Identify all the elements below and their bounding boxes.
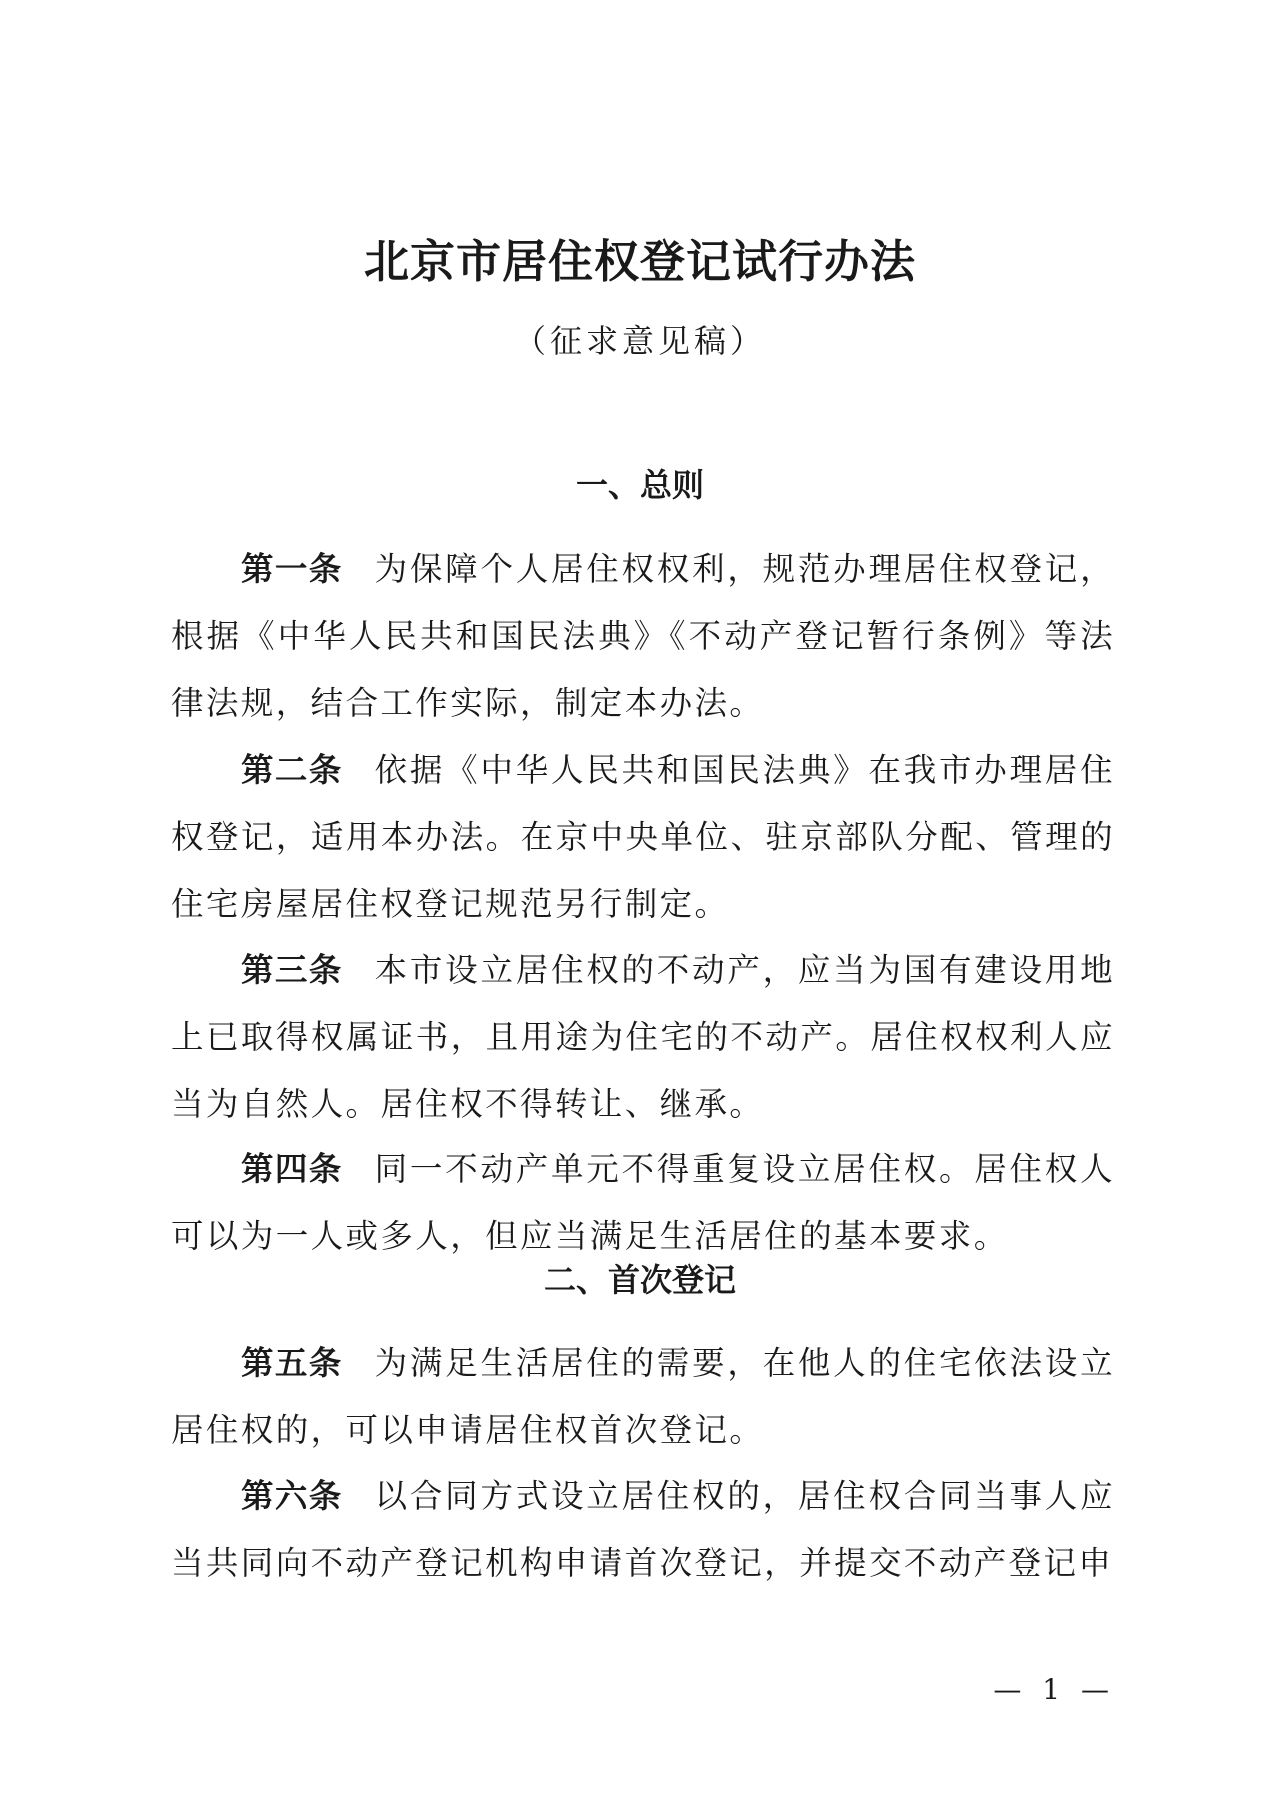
document-title: 北京市居住权登记试行办法 (363, 235, 916, 288)
article-label: 第六条 (241, 1477, 343, 1515)
article-1 (171, 536, 1115, 737)
section-heading-initial-registration: 二、首次登记 (543, 1261, 736, 1299)
article-5 (171, 1330, 1115, 1464)
document-subtitle: （征求意见稿） (513, 322, 766, 360)
article-text: 为满足生活居住的需要，在他人的住宅依法设立居住权的，可以申请居住权首次登记。 (171, 1344, 1115, 1449)
article-text: 以合同方式设立居住权的，居住权合同当事人应当共同向不动产登记机构申请首次登记，并提交不动产登记申 (171, 1477, 1115, 1582)
section-heading-general: 一、总则 (575, 466, 704, 504)
article-4 (171, 1136, 1115, 1270)
article-label: 第四条 (241, 1150, 343, 1188)
article-label: 第一条 (241, 550, 343, 588)
article-text: 本市设立居住权的不动产，应当为国有建设用地上已取得权属证书，且用途为住宅的不动产。居住权权利人应当为自然人。居住权不得转让、继承。 (171, 951, 1115, 1123)
article-3 (171, 937, 1115, 1138)
page-number: — 1 — (993, 1673, 1115, 1706)
article-text: 同一不动产单元不得重复设立居住权。居住权人可以为一人或多人，但应当满足生活居住的基本要求。 (171, 1150, 1115, 1255)
article-label: 第二条 (241, 751, 343, 789)
article-text: 依据《中华人民共和国民法典》在我市办理居住权登记，适用本办法。在京中央单位、驻京部队分配、管理的住宅房屋居住权登记规范另行制定。 (171, 751, 1115, 923)
article-text: 为保障个人居住权权利，规范办理居住权登记，根据《中华人民共和国民法典》《不动产登记暂行条例》等法律法规，结合工作实际，制定本办法。 (171, 550, 1115, 722)
article-6 (171, 1463, 1115, 1597)
article-label: 第五条 (241, 1344, 343, 1382)
article-label: 第三条 (241, 951, 343, 989)
article-2 (171, 737, 1115, 938)
